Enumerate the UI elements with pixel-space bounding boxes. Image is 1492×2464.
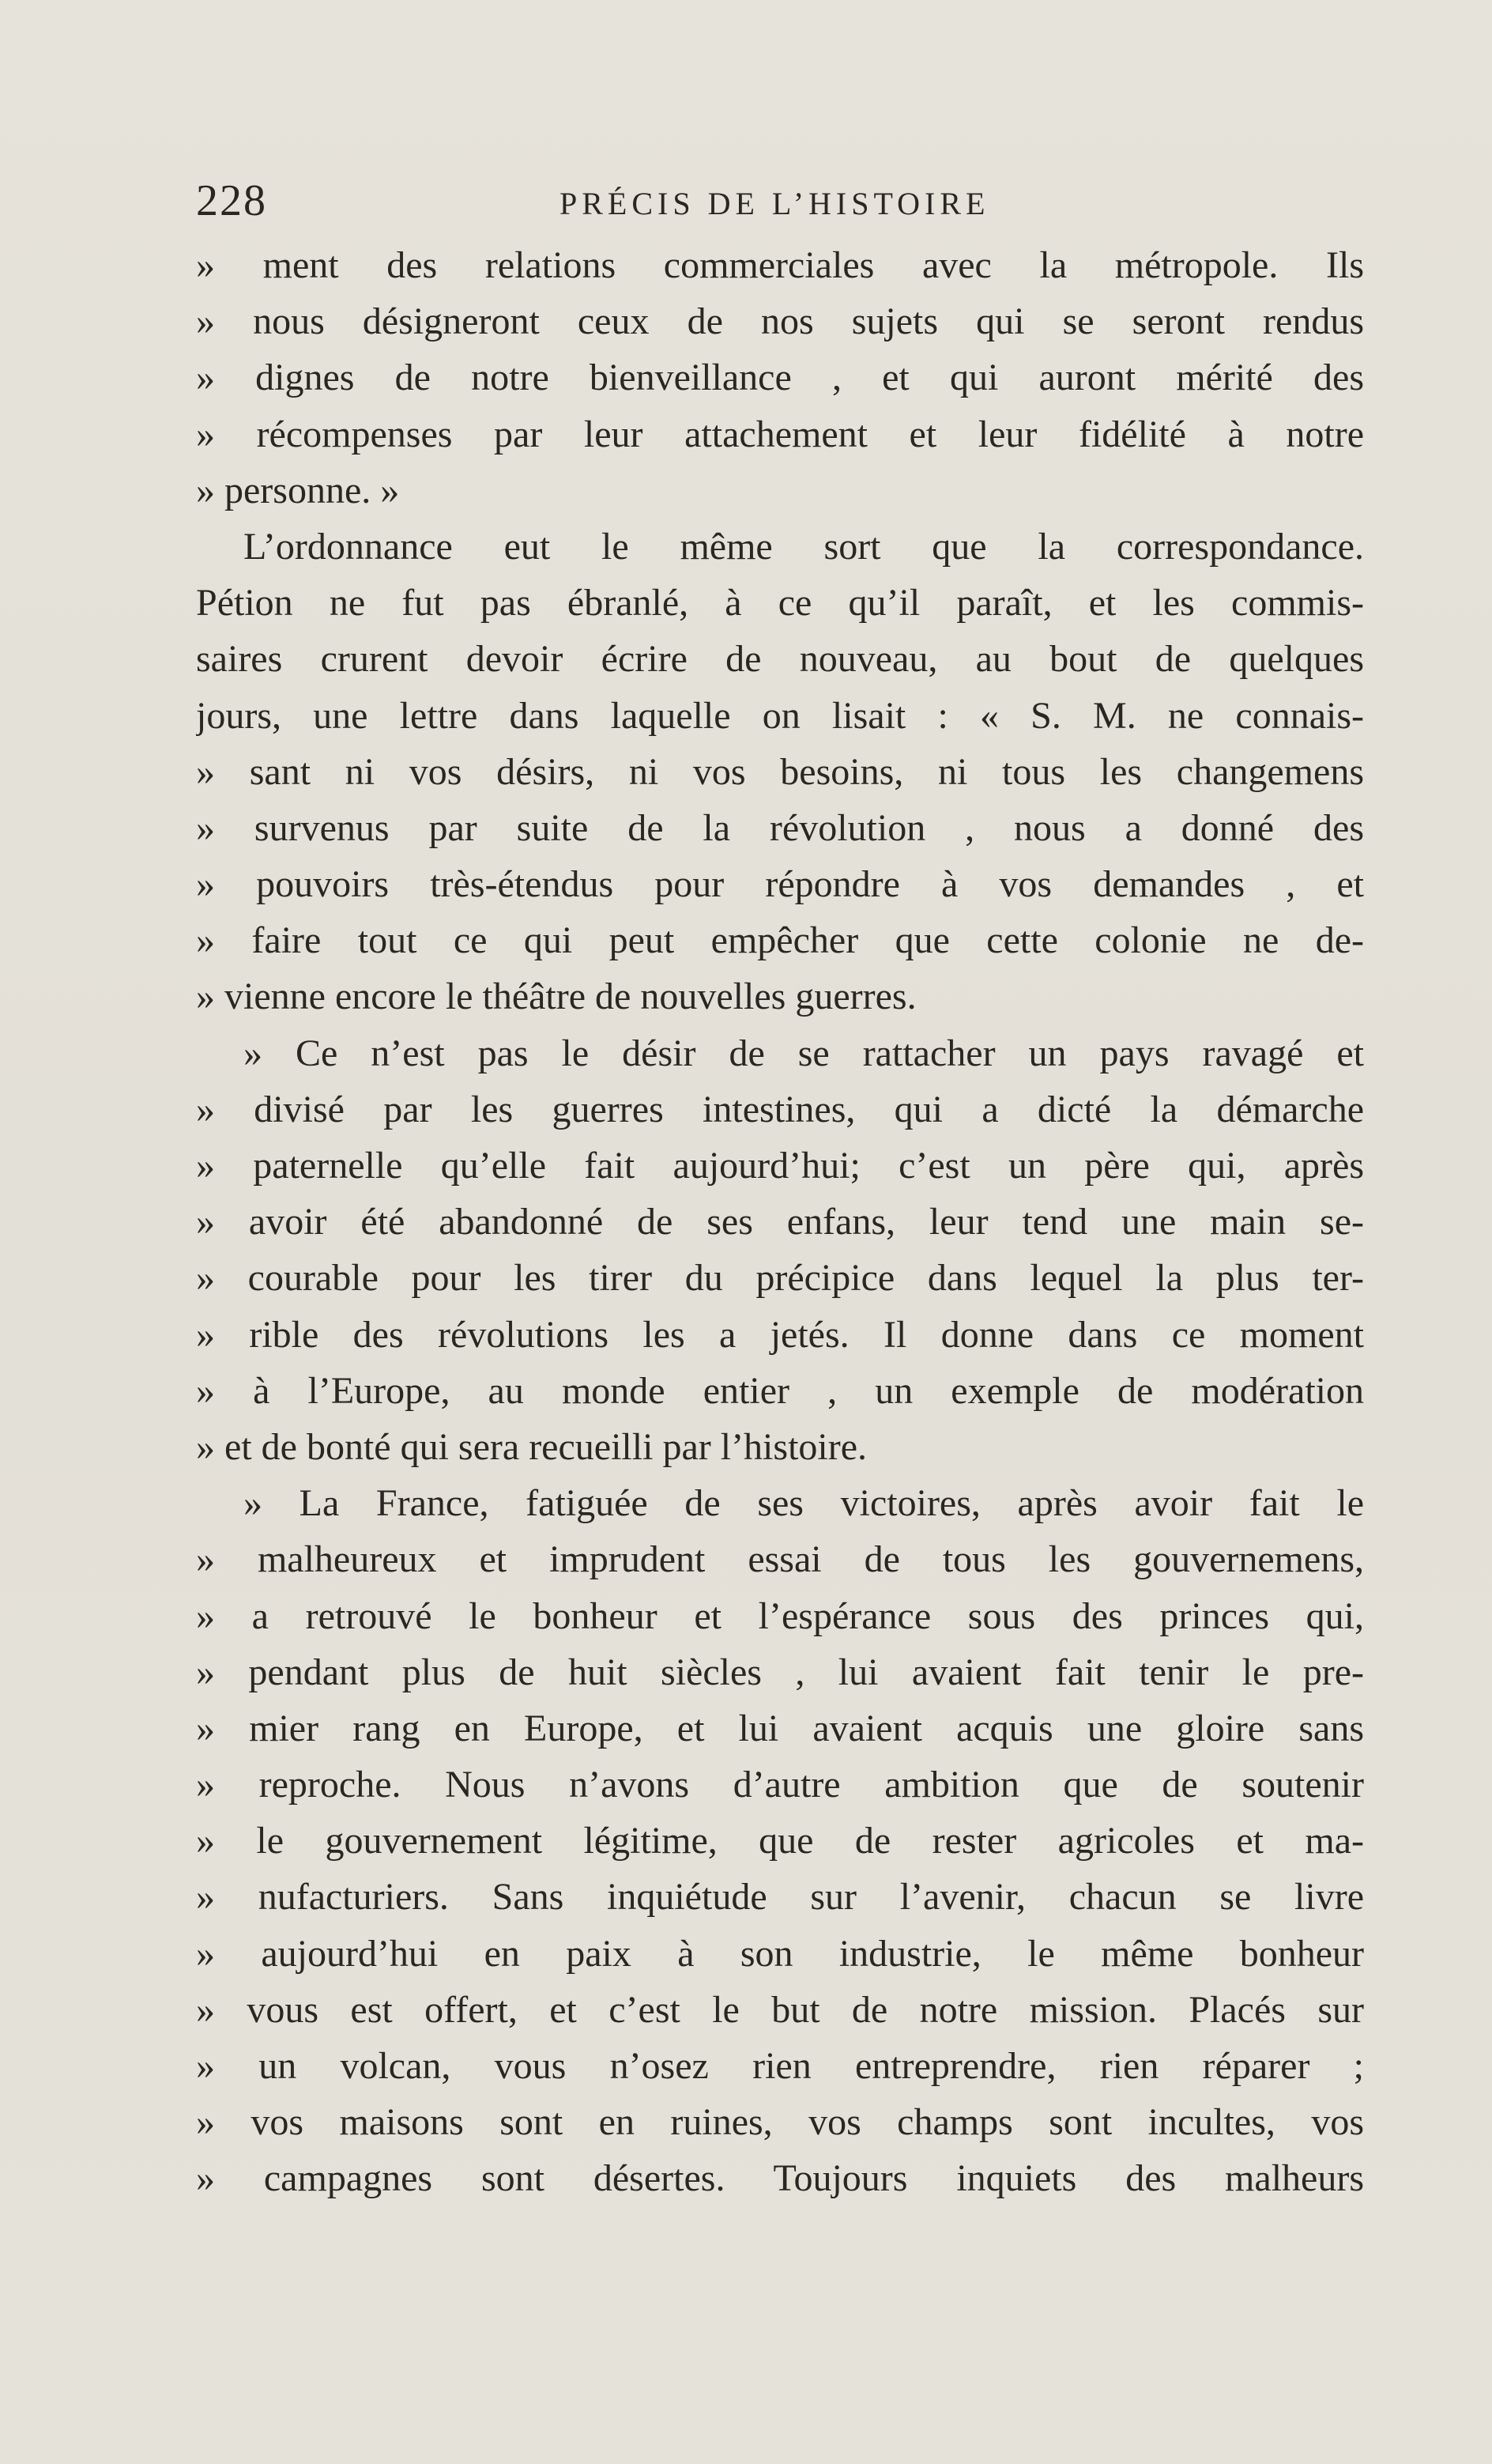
text-line: » rible des révolutions les a jetés. Il donne dans ce moment: [196, 1313, 1364, 1356]
text-line: » malheureux et imprudent essai de tous les gouvernemens,: [196, 1538, 1364, 1581]
text-line: » sant ni vos désirs, ni vos besoins, ni tous les changemens: [196, 750, 1364, 793]
text-line: » campagnes sont désertes. Toujours inquiets des malheurs: [196, 2157, 1364, 2200]
text-line: » courable pour les tirer du précipice dans lequel la plus ter-: [196, 1257, 1364, 1300]
text-line: Pétion ne fut pas ébranlé, à ce qu’il paraît, et les commis-: [196, 582, 1364, 624]
text-line: saires crurent devoir écrire de nouveau, au bout de quelques: [196, 638, 1364, 681]
text-line: » ment des relations commerciales avec la métropole. Ils: [196, 244, 1364, 286]
text-line: » faire tout ce qui peut empêcher que cette colonie ne de-: [196, 919, 1364, 962]
text-line: » pouvoirs très-étendus pour répondre à vos demandes , et: [196, 863, 1364, 906]
text-line: » Ce n’est pas le désir de se rattacher un pays ravagé et: [243, 1032, 1364, 1074]
text-line: » aujourd’hui en paix à son industrie, le même bonheur: [196, 1932, 1364, 1975]
text-line: » divisé par les guerres intestines, qui a dicté la démarche: [196, 1088, 1364, 1130]
text-line: » survenus par suite de la révolution , nous a donné des: [196, 806, 1364, 849]
text-line: » vous est offert, et c’est le but de notre mission. Placés sur: [196, 1988, 1364, 2031]
text-line: » nous désigneront ceux de nos sujets qui se seront rendus: [196, 300, 1364, 343]
page-number: 228: [196, 176, 267, 225]
text-line: » vos maisons sont en ruines, vos champs sont incultes, vos: [196, 2101, 1364, 2144]
text-line: » paternelle qu’elle fait aujourd’hui; c’est un père qui, après: [196, 1145, 1364, 1187]
text-line: » a retrouvé le bonheur et l’espérance sous des princes qui,: [196, 1594, 1364, 1637]
text-line: » vienne encore le théâtre de nouvelles guerres.: [196, 975, 917, 1018]
text-line: » un volcan, vous n’osez rien entreprendre, rien réparer ;: [196, 2045, 1364, 2087]
text-line: jours, une lettre dans laquelle on lisait : « S. M. ne connais-: [196, 694, 1364, 737]
text-line: » mier rang en Europe, et lui avaient acquis une gloire sans: [196, 1707, 1364, 1749]
text-line: » dignes de notre bienveillance , et qui auront mérité des: [196, 357, 1364, 399]
text-line: » personne. »: [196, 469, 400, 511]
body-text: [196, 237, 1364, 2207]
text-line: » reproche. Nous n’avons d’autre ambition que de soutenir: [196, 1764, 1364, 1806]
text-line: » pendant plus de huit siècles , lui avaient fait tenir le pre-: [196, 1651, 1364, 1693]
text-line: » avoir été abandonné de ses enfans, leur tend une main se-: [196, 1201, 1364, 1243]
text-line: » le gouvernement légitime, que de rester agricoles et ma-: [196, 1820, 1364, 1862]
text-line: » et de bonté qui sera recueilli par l’histoire.: [196, 1425, 868, 1468]
text-line: » nufacturiers. Sans inquiétude sur l’avenir, chacun se livre: [196, 1876, 1364, 1919]
running-title: PRÉCIS DE L’HISTOIRE: [560, 186, 990, 221]
text-line: » à l’Europe, au monde entier , un exemple de modération: [196, 1369, 1364, 1412]
text-line: » La France, fatiguée de ses victoires, après avoir fait le: [243, 1482, 1364, 1525]
page-header: [196, 175, 1364, 231]
text-line: » récompenses par leur attachement et leur fidélité à notre: [196, 413, 1364, 455]
text-line: L’ordonnance eut le même sort que la correspondance.: [243, 525, 1364, 568]
